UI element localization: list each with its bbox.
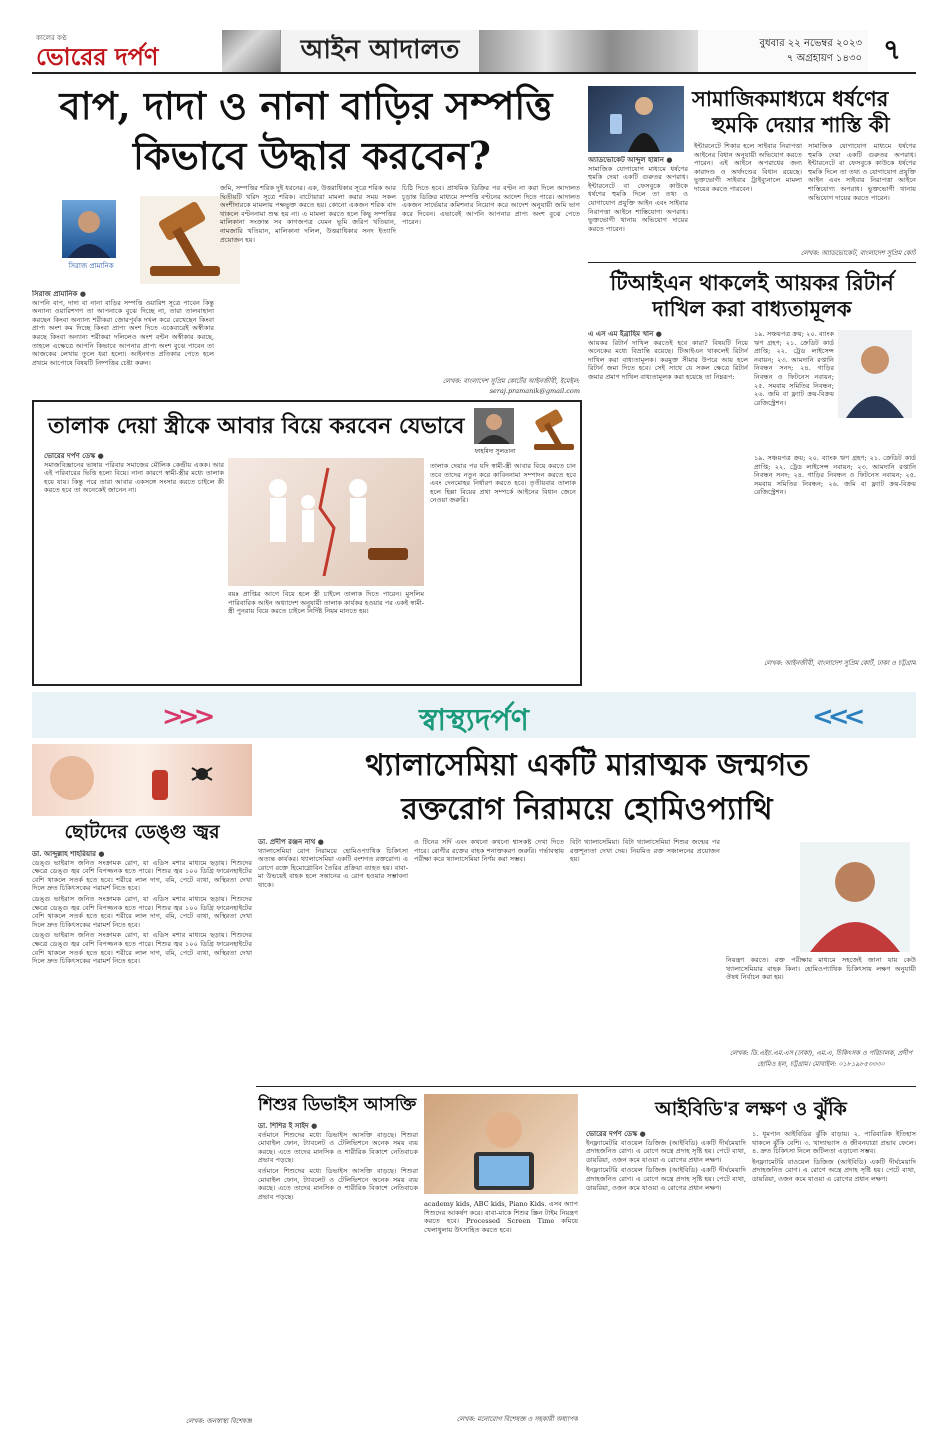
article-dengue-text-3: ডেঙ্গু ভাইরাস জনিত সংক্রামক রোগ, যা এডিস মশার মাধ্যমে ছড়ায়। শিশুদের ক্ষেত্রে ডেঙ্গু জ্বর বেশি বিপজ্জনক হতে পারে। শিশুর জ্বর ১০০ ডিগ্রি ফারেনহাইটের বেশি থাকলে সতর্ক হতে হবে। শরীরে লাল দাগ, বমি, পেটে ব্যথা, অস্থিরতা দেখা দিলে দ্রুত চিকিৎসকের পরামর্শ নিতে হবে। <box>32 931 252 966</box>
article-threat-text-3: সামাজিক যোগাযোগ মাধ্যমে ধর্ষণের হুমকি দেয়া একটি গুরুতর অপরাধ। ইন্টারনেটে বা ফেসবুকে কাউকে ধর্ষণের হুমকি দিলে তা তথ্য ও যোগাযোগ প্রযুক্তি আইন এবং সাইবার নিরাপত্তা আইনে শাস্তিযোগ্য অপরাধ। ভুক্তভোগী থানায় অভিযোগ দায়ের করতে পারেন। <box>808 142 916 202</box>
divider <box>256 1086 916 1087</box>
health-section-banner <box>32 692 916 738</box>
article-ibd-byline: ভোরের দর্পণ ডেস্ক ● <box>586 1130 646 1138</box>
article-dengue-text-1: ডেঙ্গু ভাইরাস জনিত সংক্রামক রোগ, যা এডিস মশার মাধ্যমে ছড়ায়। শিশুদের ক্ষেত্রে ডেঙ্গু জ্বর বেশি বিপজ্জনক হতে পারে। শিশুর জ্বর ১০০ ডিগ্রি ফারেনহাইটের বেশি থাকলে সতর্ক হতে হবে। শরীরে লাল দাগ, বমি, পেটে ব্যথা, অস্থিরতা দেখা দিলে দ্রুত চিকিৎসকের পরামর্শ নিতে হবে। <box>32 858 252 893</box>
article-talaq-author-photo <box>474 408 514 444</box>
page-number: ৭ <box>882 32 902 66</box>
article-talaq-col-3 <box>430 462 576 682</box>
author-portrait-icon <box>62 200 116 258</box>
paper-logo[interactable] <box>32 30 222 72</box>
article-kids-text-1b: বর্তমানে শিশুদের মধ্যে ডিভাইস আসক্তি বাড়ছে। শিশুরা মোবাইল ফোন, ট্যাবলেট ও টেলিভিশনে অনেক সময় ব্যয় করছে। এতে তাদের মানসিক ও শারীরিক বিকাশে নেতিবাচক প্রভাব পড়ছে। <box>258 1166 418 1201</box>
article-dengue-headline[interactable]: ছোটদের ডেঙ্গু জ্বর <box>64 821 220 843</box>
article-kids-device <box>258 1090 578 1432</box>
article-thalassemia-col-3 <box>570 838 720 1078</box>
broken-family-icon <box>228 458 424 586</box>
article-tax-col-1 <box>588 330 748 652</box>
article-kids-col-2 <box>424 1200 578 1410</box>
article-ibd-text-1b: ইনফ্ল্যামেটরি বাওয়েল ডিজিজ (আইবিডি) একটি দীর্ঘমেয়াদি প্রদাহজনিত রোগ। এ রোগে অন্ত্রে প্রদাহ সৃষ্টি হয়। পেটে ব্যথা, ডায়রিয়া, ওজন কমে যাওয়া এ রোগের প্রধান লক্ষণ। <box>586 1166 746 1192</box>
article-thalassemia-col-1 <box>258 838 408 1078</box>
article-talaq <box>32 400 582 686</box>
article-thalassemia-author-photo <box>800 842 910 952</box>
article-ibd-text-1: ইনফ্ল্যামেটরি বাওয়েল ডিজিজ (আইবিডি) একটি দীর্ঘমেয়াদি প্রদাহজনিত রোগ। এ রোগে অন্ত্রে প্রদাহ সৃষ্টি হয়। পেটে ব্যথা, ডায়রিয়া, ওজন কমে যাওয়া এ রোগের প্রধান লক্ষণ। <box>586 1138 746 1164</box>
article-talaq-col-2 <box>228 590 424 682</box>
article-talaq-byline: ভোরের দর্পণ ডেস্ক ● <box>44 452 104 460</box>
article-tax <box>588 266 916 686</box>
article-thalassemia-credit: লেখক: ডি.এইচ.এম.এস (ঢাকা), এম.এ, চিকিৎসক ও পরিচালক, প্রদীপ হোমিও হল, চট্টগ্রাম। মোবাইল: ০১৮১৯৮৫৩৩৩০ <box>729 1049 913 1068</box>
article-thalassemia-col-4 <box>726 956 916 1046</box>
gavel-icon <box>530 408 580 452</box>
article-thalassemia-text-4: নিয়ন্ত্রণ করতে। রক্ত পরীক্ষার মাধ্যমে সহজেই জানা যায় কেউ থ্যালাসেমিয়ার বাহক কিনা। হোমিওপ্যাথিক চিকিৎসায় লক্ষণ অনুযায়ী ঔষধ নির্বাচন করা হয়। <box>726 956 916 982</box>
article-property-byline: সিরাজ প্রামানিক ● <box>32 290 87 298</box>
masthead-artwork <box>222 30 280 72</box>
date-gregorian: বুধবার ২২ নভেম্বর ২০২৩ <box>759 38 862 49</box>
chevron-right-icon: >>> <box>162 702 210 732</box>
masthead <box>32 30 916 74</box>
article-property-text-3: চিঠি দিতে হবে। প্রাথমিক ডিক্রির পর বণ্টন না করা দিলে আদালত চূড়ান্ত ডিক্রির মাধ্যমে সম্পত্তি বণ্টনের আদেশ দিতে পারে। আদালত একজন সার্ভেয়ার কমিশনার নিয়োগ করে আদেশ অনুযায়ী জমি ভাগ করে দিবেন। এভাবেই আপনি আপনার প্রাপ্য অংশ বুঝে পেতে পারেন। <box>402 184 580 227</box>
article-ibd-col-2 <box>752 1130 916 1430</box>
woman-phone-icon <box>588 86 684 152</box>
article-threat-text-2: ইন্টারনেটে শিকার হলে সাইবার নিরাপত্তা আইনের বিধান অনুযায়ী অভিযোগ করতে পারেন। এই আইনে অপরাধের জন্য কারাদণ্ড ও অর্থদণ্ডের বিধান রয়েছে। ভুক্তভোগী সাইবার ট্রাইব্যুনালে মামলা দায়ের করতে পারবেন। <box>694 142 802 193</box>
article-kids-photo <box>424 1094 578 1194</box>
article-ibd-col-1 <box>586 1130 746 1430</box>
article-kids-credit: লেখক: মনোরোগ বিশেষজ্ঞ ও সহকারী অধ্যাপক <box>456 1415 578 1423</box>
article-dengue-photo <box>32 744 252 816</box>
article-talaq-illustration <box>228 458 424 586</box>
article-tax-headline-2[interactable]: দাখিল করা বাধ্যতামূলক <box>652 296 852 321</box>
article-kids-text-2: academy kids, ABC kids, Piano Kids. এসব অ্যাপ শিশুদের আকর্ষণ করে। বাবা-মাকে শিশুর স্ক্রিন টাইম নিয়ন্ত্রণ করতে হবে। Processed Screen Time কমিয়ে খেলাধুলায় উৎসাহিত করতে হবে। <box>424 1200 578 1234</box>
masthead-artwork-right <box>480 30 698 72</box>
article-kids-col-1 <box>258 1122 418 1428</box>
article-tax-author-photo <box>838 330 912 418</box>
article-ibd-text-2b: ইনফ্ল্যামেটরি বাওয়েল ডিজিজ (আইবিডি) একটি দীর্ঘমেয়াদি প্রদাহজনিত রোগ। এ রোগে অন্ত্রে প্রদাহ সৃষ্টি হয়। পেটে ব্যথা, ডায়রিয়া, ওজন কমে যাওয়া এ রোগের প্রধান লক্ষণ। <box>752 1157 916 1183</box>
article-thalassemia-text-1: থ্যালাসেমিয়া রোগ নিরাময়ে হোমিওপ্যাথিক চিকিৎসা অত্যন্ত কার্যকর। থ্যালাসেমিয়া একটি বংশগত রক্তরোগ। এ রোগে রক্তে হিমোগ্লোবিন তৈরির প্রক্রিয়া ব্যাহত হয়। বাবা-মা উভয়েই বাহক হলে সন্তানের এ রোগ হওয়ার সম্ভাবনা থাকে। <box>258 846 408 889</box>
article-threat-col-3 <box>808 142 916 246</box>
article-property-credit: লেখক: বাংলাদেশ সুপ্রিম কোর্টের আইনজীবী, ইমেইল: seraj.pramanik@gmail.com <box>442 377 580 395</box>
article-ibd-headline[interactable]: আইবিডি'র লক্ষণ ও ঝুঁকি <box>655 1098 847 1120</box>
article-kids-text-1: বর্তমানে শিশুদের মধ্যে ডিভাইস আসক্তি বাড়ছে। শিশুরা মোবাইল ফোন, ট্যাবলেট ও টেলিভিশনে অনেক সময় ব্যয় করছে। এতে তাদের মানসিক ও শারীরিক বিকাশে নেতিবাচক প্রভাব পড়ছে। <box>258 1130 418 1165</box>
article-dengue <box>32 742 252 1432</box>
article-property-headline-1[interactable]: বাপ, দাদা ও নানা বাড়ির সম্পত্তি <box>59 83 553 128</box>
article-threat-photo <box>588 86 684 152</box>
article-threat-credit: লেখক: অ্যাডভোকেট, বাংলাদেশ সুপ্রিম কোর্ট <box>800 249 916 257</box>
article-threat-col-2 <box>694 142 802 258</box>
article-thalassemia-headline-1[interactable]: থ্যালাসেমিয়া একটি মারাত্মক জন্মগত <box>365 748 809 783</box>
paper-name: ভোরের দর্পণ <box>36 42 159 71</box>
article-thalassemia <box>258 742 916 1082</box>
article-threat-headline-2[interactable]: হুমকি দেয়ার শাস্তি কী <box>712 112 890 137</box>
article-thalassemia-col-2 <box>414 838 564 1078</box>
article-talaq-text-1: সমাজবিজ্ঞানের ভাষায় পরিবার সমাজের মৌলিক কেন্দ্রীয় একক। আর এই পরিবারের ভিত্তি হলো বিয়ে। নানা কারণে স্বামী-স্ত্রীর মধ্যে তালাক হয়ে যায়। কিন্তু পরে তারা আবার একসঙ্গে সংসার করতে চাইলে কী করতে হবে তা অনেকেই জানেন না। <box>44 460 224 495</box>
date-bengali: ৭ অগ্রহায়ণ ১৪৩০ <box>786 53 862 64</box>
article-property-headline-2[interactable]: কিভাবে উদ্ধার করবেন? <box>133 133 491 178</box>
author-portrait-icon <box>800 842 910 952</box>
author-caption: সিরাজ প্রামানিক <box>68 262 114 270</box>
article-thalassemia-headline-2[interactable]: রক্তরোগ নিরাময়ে হোমিওপ্যাথি <box>401 792 773 827</box>
divider <box>588 262 916 263</box>
article-talaq-text-2: বয়ঃ প্রাপ্তির আগে বিয়ে হলে স্ত্রী চাইলে তালাক দিতে পারেন। মুসলিম পারিবারিক আইন অধ্যাদেশ অনুযায়ী তালাক কার্যকর হওয়ার পর একই স্বামী-স্ত্রী পুনরায় বিয়ে করতে চাইলে নির্দিষ্ট নিয়ম মানতে হয়। <box>228 590 424 616</box>
article-threat <box>588 80 916 258</box>
article-tax-list-2: ১৯. সঞ্চয়পত্র ক্রয়; ২০. ব্যাংক ঋণ গ্রহণ; ২১. ক্রেডিট কার্ড প্রাপ্তি; ২২. ট্রেড লাইসেন্স নবায়ন; ২৩. আমদানি রপ্তানি নিবন্ধন সনদ; ২৪. গাড়ির নিবন্ধন ও ফিটনেস নবায়ন; ২৫. সমবায় সমিতির নিবন্ধন; ২৬. জমি বা ফ্ল্যাট ক্রয়-বিক্রয় রেজিস্ট্রেশন। <box>754 454 916 497</box>
section-title: আইন আদালত <box>280 30 480 72</box>
article-tax-byline: এ এস এম ইব্রাহিম খান ● <box>588 330 662 338</box>
article-kids-headline[interactable]: শিশুর ডিভাইস আসক্তি <box>258 1095 417 1115</box>
article-thalassemia-text-3: বিটা থ্যালাসেমিয়া। বিটা থ্যালাসেমিয়া শিশুর জন্মের পর রক্তশূন্যতা দেখা দেয়। নিয়মিত রক্ত সঞ্চালনের প্রয়োজন হয়। <box>570 838 720 864</box>
article-threat-headline-1[interactable]: সামাজিকমাধ্যমে ধর্ষণের <box>692 86 889 111</box>
health-section-title[interactable]: স্বাস্থ্যদর্পণ <box>419 703 529 738</box>
article-talaq-col-1 <box>44 452 224 682</box>
article-tax-list: ১৯. সঞ্চয়পত্র ক্রয়; ২০. ব্যাংক ঋণ গ্রহণ; ২১. ক্রেডিট কার্ড প্রাপ্তি; ২২. ট্রেড লাইসেন্স নবায়ন; ২৩. আমদানি রপ্তানি নিবন্ধন সনদ; ২৪. গাড়ির নিবন্ধন ও ফিটনেস নবায়ন; ২৫. সমবায় সমিতির নিবন্ধন; ২৬. জমি বা ফ্ল্যাট ক্রয়-বিক্রয় রেজিস্ট্রেশন। <box>754 330 834 407</box>
article-property <box>32 80 580 396</box>
article-property-col-1 <box>32 290 214 396</box>
article-dengue-text-2: ডেঙ্গু ভাইরাস জনিত সংক্রামক রোগ, যা এডিস মশার মাধ্যমে ছড়ায়। শিশুদের ক্ষেত্রে ডেঙ্গু জ্বর বেশি বিপজ্জনক হতে পারে। শিশুর জ্বর ১০০ ডিগ্রি ফারেনহাইটের বেশি থাকলে সতর্ক হতে হবে। শরীরে লাল দাগ, বমি, পেটে ব্যথা, অস্থিরতা দেখা দিলে দ্রুত চিকিৎসকের পরামর্শ নিতে হবে। <box>32 894 252 929</box>
article-thalassemia-byline: ডা. প্রদীপ রঞ্জন নাথ ● <box>258 838 324 846</box>
author-portrait-icon <box>474 408 514 444</box>
article-tax-col-2 <box>754 330 834 450</box>
article-dengue-credit: লেখক: জনস্বাস্থ্য বিশেষজ্ঞ <box>185 1417 252 1425</box>
article-threat-text-1: সামাজিক যোগাযোগ মাধ্যমে ধর্ষণের হুমকি দেয়া একটি গুরুতর অপরাধ। ইন্টারনেটে বা ফেসবুকে কাউকে ধর্ষণের হুমকি দিলে তা তথ্য ও যোগাযোগ প্রযুক্তি আইন এবং সাইবার নিরাপত্তা আইনে শাস্তিযোগ্য অপরাধ। ভুক্তভোগী থানায় অভিযোগ দায়ের করতে পারেন। <box>588 164 688 233</box>
article-property-text-2: জমি, সম্পত্তির শরিক দুই ধরনের। এক, উত্তরাধিকার সূত্রে শরিক আর দ্বিতীয়টি খরিদ সূত্রে শরিক। বাটোয়ারা মামলা করার সময় সকল অংশীদারকে মামলায় পক্ষভুক্ত করতে হয়। কোনো একজন শরিক বাদ থাকলে বণ্টননামা শুদ্ধ হয় না। এ মামলা করতে হলে কিছু সম্পত্তির মালিকানা সংক্রান্ত সব কাগজপত্র যেমন ভূমি জরিপ খতিয়ান, নামজারি খতিয়ান, মালিকানা দলিল, উত্তরাধিকার সনদ ইত্যাদি প্রয়োজন হয়। <box>220 184 396 244</box>
paper-tagline: কালের কণ্ঠ <box>36 34 67 42</box>
article-tax-text-1: আয়কর রিটার্ন দাখিল করতেই হবে কারা? বিষয়টি নিয়ে অনেকের মধ্যে বিভ্রান্তি রয়েছে। টিআইএন থাকলেই রিটার্ন দাখিল করা বাধ্যতামূলক। করমুক্ত সীমার উপরে আয় হলে রিটার্ন জমা দিতে হবে। সেই সাথে যে সকল ক্ষেত্রে রিটার্ন জমার প্রমাণ দাখিল বাধ্যতামূলক করা হয়েছে তা নিম্নরূপ: <box>588 338 748 381</box>
article-dengue-byline: ডা. আব্দুল্লাহ শাহরিয়ার ● <box>32 850 105 858</box>
article-ibd-text-2: ১. ধূমপান আইবিডির ঝুঁকি বাড়ায়। ২. পারিবারিক ইতিহাস থাকলে ঝুঁকি বেশি। ৩. খাদ্যাভ্যাস ও জীবনযাত্রা প্রভাব ফেলে। ৪. দ্রুত চিকিৎসা নিলে জটিলতা এড়ানো সম্ভব। <box>752 1130 916 1156</box>
article-property-col-2 <box>220 184 396 396</box>
issue-date <box>698 30 868 72</box>
article-tax-credit: লেখক: আইনজীবী, বাংলাদেশ সুপ্রিম কোর্ট, ঢাকা ও চট্টগ্রাম <box>764 659 916 667</box>
author-photo <box>62 200 116 258</box>
chevron-left-icon: <<< <box>812 702 860 732</box>
article-tax-headline-1[interactable]: টিআইএন থাকলেই আয়কর রিটার্ন <box>610 270 894 295</box>
author-portrait-icon <box>838 330 912 418</box>
article-ibd <box>586 1090 916 1432</box>
article-threat-col-1 <box>588 156 688 258</box>
article-property-text-1: আপনি বাপ, দাদা বা নানা বাড়ির সম্পত্তি ওয়ারিশ সূত্রে পাবেন কিন্তু অন্যান্য ওয়ারিশগণ তা আপনাকে বুঝে দিচ্ছে না, তারা তালবাহানা করছেন কিংবা অন্যান্য শরীকরা জোরপূর্বক দখল করে রেখেছেন কিংবা প্রাপ্য অংশ কম দিচ্ছে কিংবা প্রাপ্য অংশ দিতে একেবারেই অস্বীকার করছে কিংবা অন্যান্য শরীকরা দলিলেও অংশ বন্টন অস্বীকার করছে, তাহলে এক্ষেত্রে আপনি কিভাবে আপনার প্রাপ্য অংশ বুঝে পাবেন তা আজকের লেখায় তুলে ধরা হলো। আইনগত প্রতিকার পেতে হলে প্রথমে আপোষে বিষয়টি নিষ্পত্তির চেষ্টা করুন। <box>32 298 214 367</box>
article-talaq-headline[interactable]: তালাক দেয়া স্ত্রীকে আবার বিয়ে করবেন যেভাবে <box>48 413 465 439</box>
article-dengue-col-1 <box>32 850 252 1410</box>
child-tablet-icon <box>424 1094 578 1194</box>
article-property-col-3 <box>402 184 580 374</box>
article-tax-col-3 <box>754 454 916 654</box>
article-threat-byline: অ্যাডভোকেট আব্দুল হান্নান ● <box>588 156 673 164</box>
article-talaq-text-3: তালাক দেয়ার পর যদি স্বামী-স্ত্রী আবার বিয়ে করতে চান তবে তাদের নতুন করে কাবিননামা সম্পাদন করতে হবে এবং দেনমোহর নির্ধারণ করতে হবে। তৃতীয়বার তালাক হলে হিল্লা বিয়ের প্রথা সম্পর্কে আইনের বিধান জেনে নেওয়া জরুরি। <box>430 462 576 505</box>
article-thalassemia-text-2: ও টিনের সর্দি এবং কখনো কখনো শ্বাসকষ্ট দেখা দিতে পারে। রোগীর রক্তের বাহক শনাক্তকরণ জরুরি। গর্ভাবস্থায় পরীক্ষা করে থ্যালাসেমিয়া নির্ণয় করা সম্ভব। <box>414 838 564 864</box>
article-kids-byline: ডা. শিশির ই সাইদ ● <box>258 1122 318 1130</box>
article-talaq-author-caption: ফাহমিদা সুলতানা <box>474 448 516 455</box>
mosquito-child-icon <box>32 744 252 816</box>
